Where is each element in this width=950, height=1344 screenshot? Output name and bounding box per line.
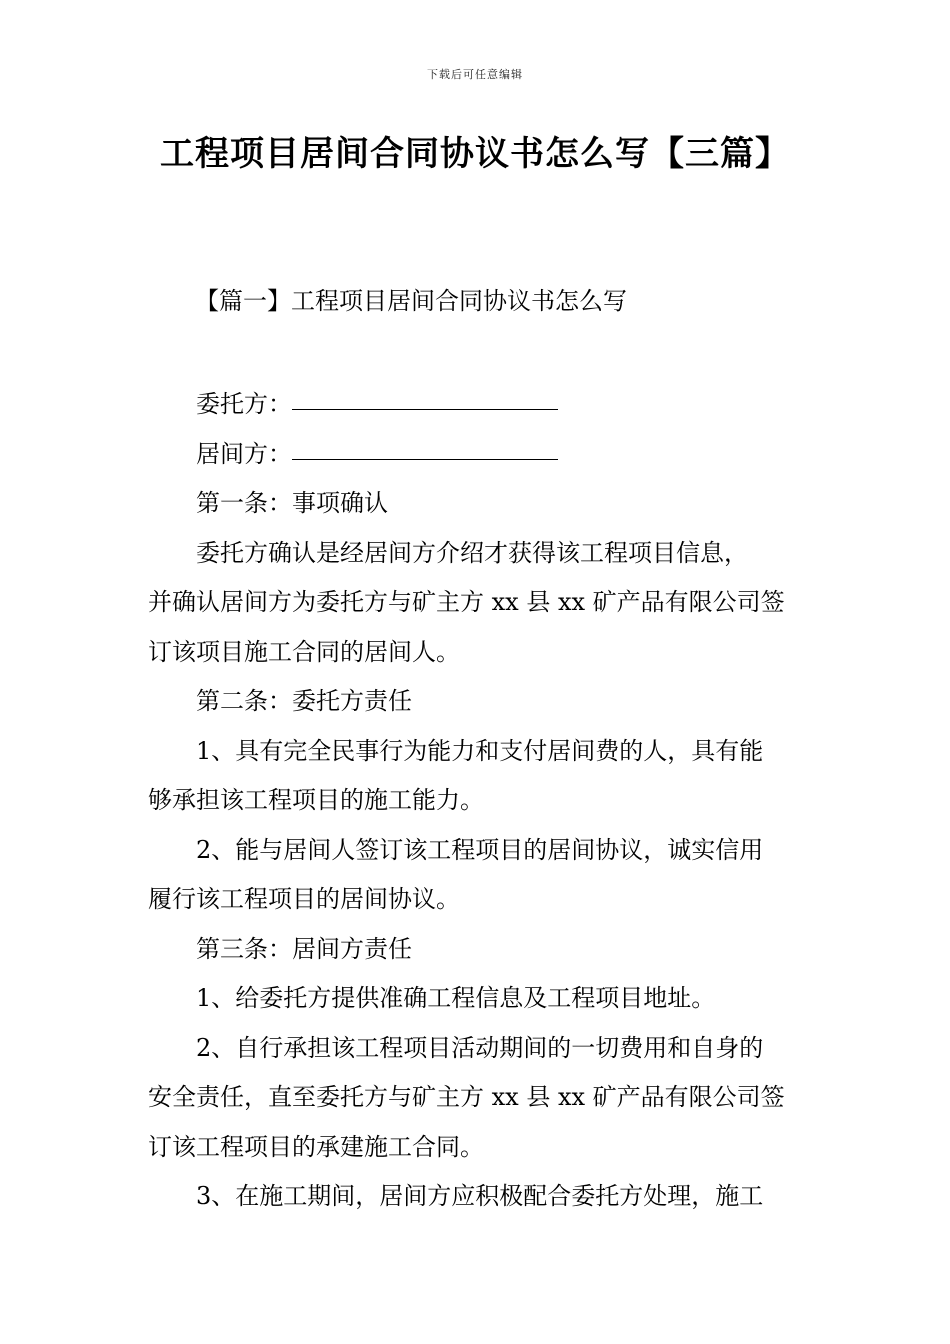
article2-item1-line2: 够承担该工程项目的施工能力。 [148,786,484,814]
party-intermediary-label: 居间方： [196,439,292,468]
party-client-label: 委托方： [196,390,292,418]
party-intermediary-line [148,430,810,480]
party-intermediary-blank [292,458,558,460]
article1-paragraph-line1: 委托方确认是经居间方介绍才获得该工程项目信息， [196,538,748,567]
article1-paragraph-line2: 并确认居间方为委托方与矿主方 xx 县 xx 矿产品有限公司签 [148,588,785,616]
article2-item1-line1: 1、具有完全民事行为能力和支付居间费的人，具有能 [196,736,764,765]
article3-item2-line1: 2、自行承担该工程项目活动期间的一切费用和自身的 [196,1033,764,1062]
document-title: 工程项目居间合同协议书怎么写【三篇】 [160,134,790,174]
article2-item2-line2: 履行该工程项目的居间协议。 [148,885,460,913]
header-note: 下载后可任意编辑 [427,68,523,81]
article2-heading: 第二条：委托方责任 [196,687,412,715]
article3-heading: 第三条：居间方责任 [196,934,412,963]
party-client-line [148,380,810,430]
article1-paragraph-line3: 订该项目施工合同的居间人。 [148,637,460,666]
article2-item2-line1: 2、能与居间人签订该工程项目的居间协议，诚实信用 [196,835,764,864]
party-client-blank [292,408,558,410]
article3-item2-line3: 订该工程项目的承建施工合同。 [148,1132,484,1161]
article1-heading: 第一条：事项确认 [196,489,388,517]
article3-item3-line1: 3、在施工期间，居间方应积极配合委托方处理，施工 [196,1182,764,1210]
section-title: 【篇一】工程项目居间合同协议书怎么写 [195,287,627,315]
document-body [148,380,810,1222]
article3-item1: 1、给委托方提供准确工程信息及工程项目地址。 [196,984,716,1012]
article3-item2-line2: 安全责任，直至委托方与矿主方 xx 县 xx 矿产品有限公司签 [148,1083,785,1111]
